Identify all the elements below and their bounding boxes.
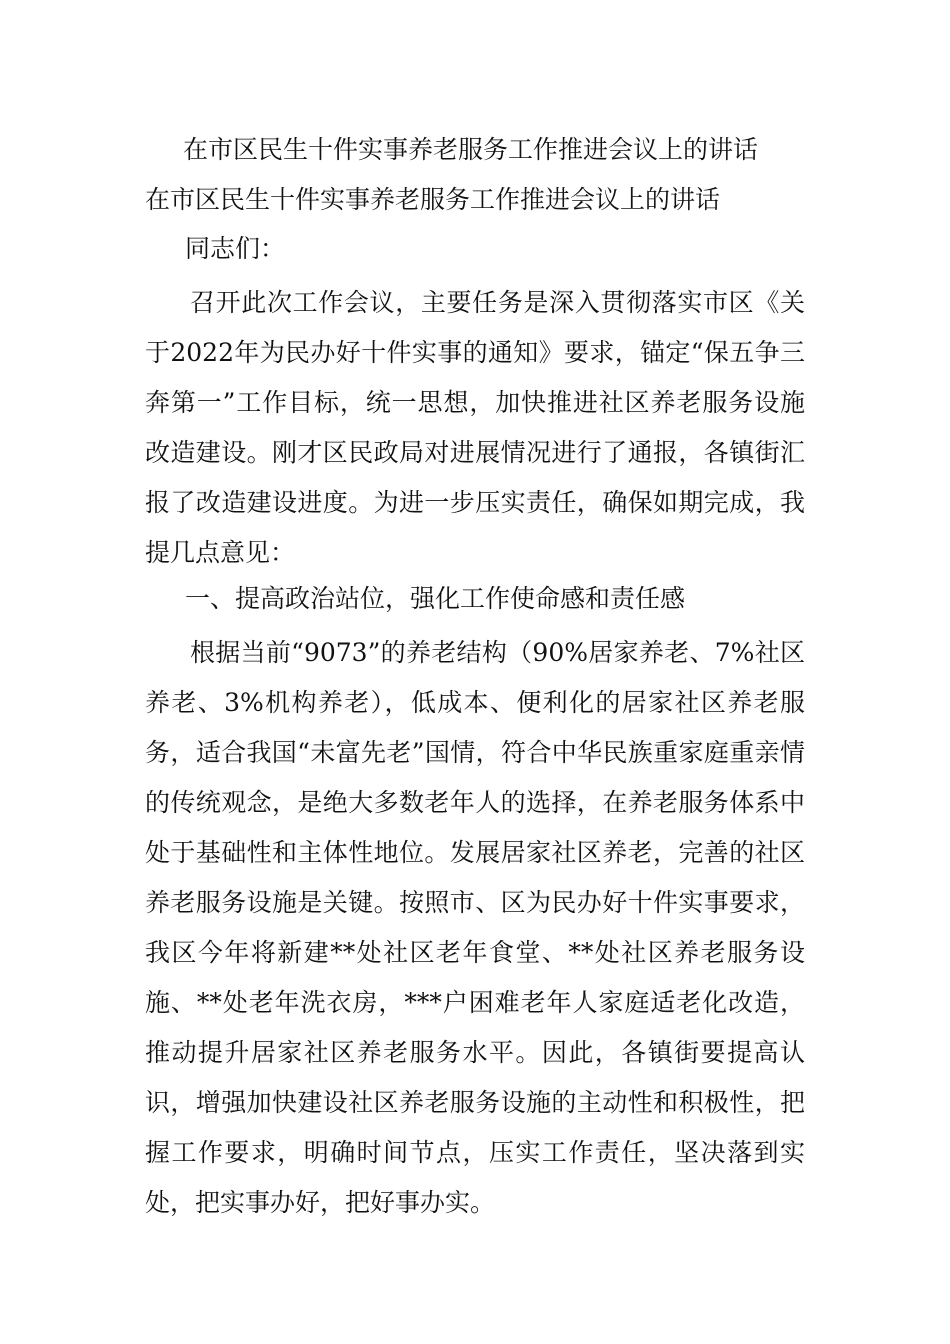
paragraph-section-1: 根据当前“9073”的养老结构（90%居家养老、7%社区养老、3%机构养老），低成本、便利化的居家社区养老服务，适合我国“未富先老”国情，符合中华民族重家庭重亲情的传统观念，是绝大多数老年人的选择，在养老服务体系中处于基础性和主体性地位。发展居家社区养老，完善的社区养老服务设施是关键。按照市、区为民办好十件实事要求，我区今年将新建**处社区老年食堂、**处社区养老服务设施、**处老年洗衣房，***户困难老年人家庭适老化改造，推动提升居家社区养老服务水平。因此，各镇街要提高认识，增强加快建设社区养老服务设施的主动性和积极性，把握工作要求，明确时间节点，压实工作责任，坚决落到实处，把实事办好，把好事办实。 — [145, 638, 805, 1217]
paragraph-intro: 召开此次工作会议，主要任务是深入贯彻落实市区《关于2022年为民办好十件实事的通知》要求，锚定“保五争三奔第一”工作目标，统一思想，加快推进社区养老服务设施改造建设。刚才区民政局对进展情况进行了通报，各镇街汇报了改造建设进度。为进一步压实责任，确保如期完成，我提几点意见： — [145, 288, 805, 567]
document-title: 在市区民生十件实事养老服务工作推进会议上的讲话 — [183, 135, 759, 164]
section-heading-1: 一、提高政治站位，强化工作使命感和责任感 — [185, 584, 686, 613]
greeting: 同志们： — [185, 234, 286, 263]
document-subtitle: 在市区民生十件实事养老服务工作推进会议上的讲话 — [145, 185, 721, 214]
